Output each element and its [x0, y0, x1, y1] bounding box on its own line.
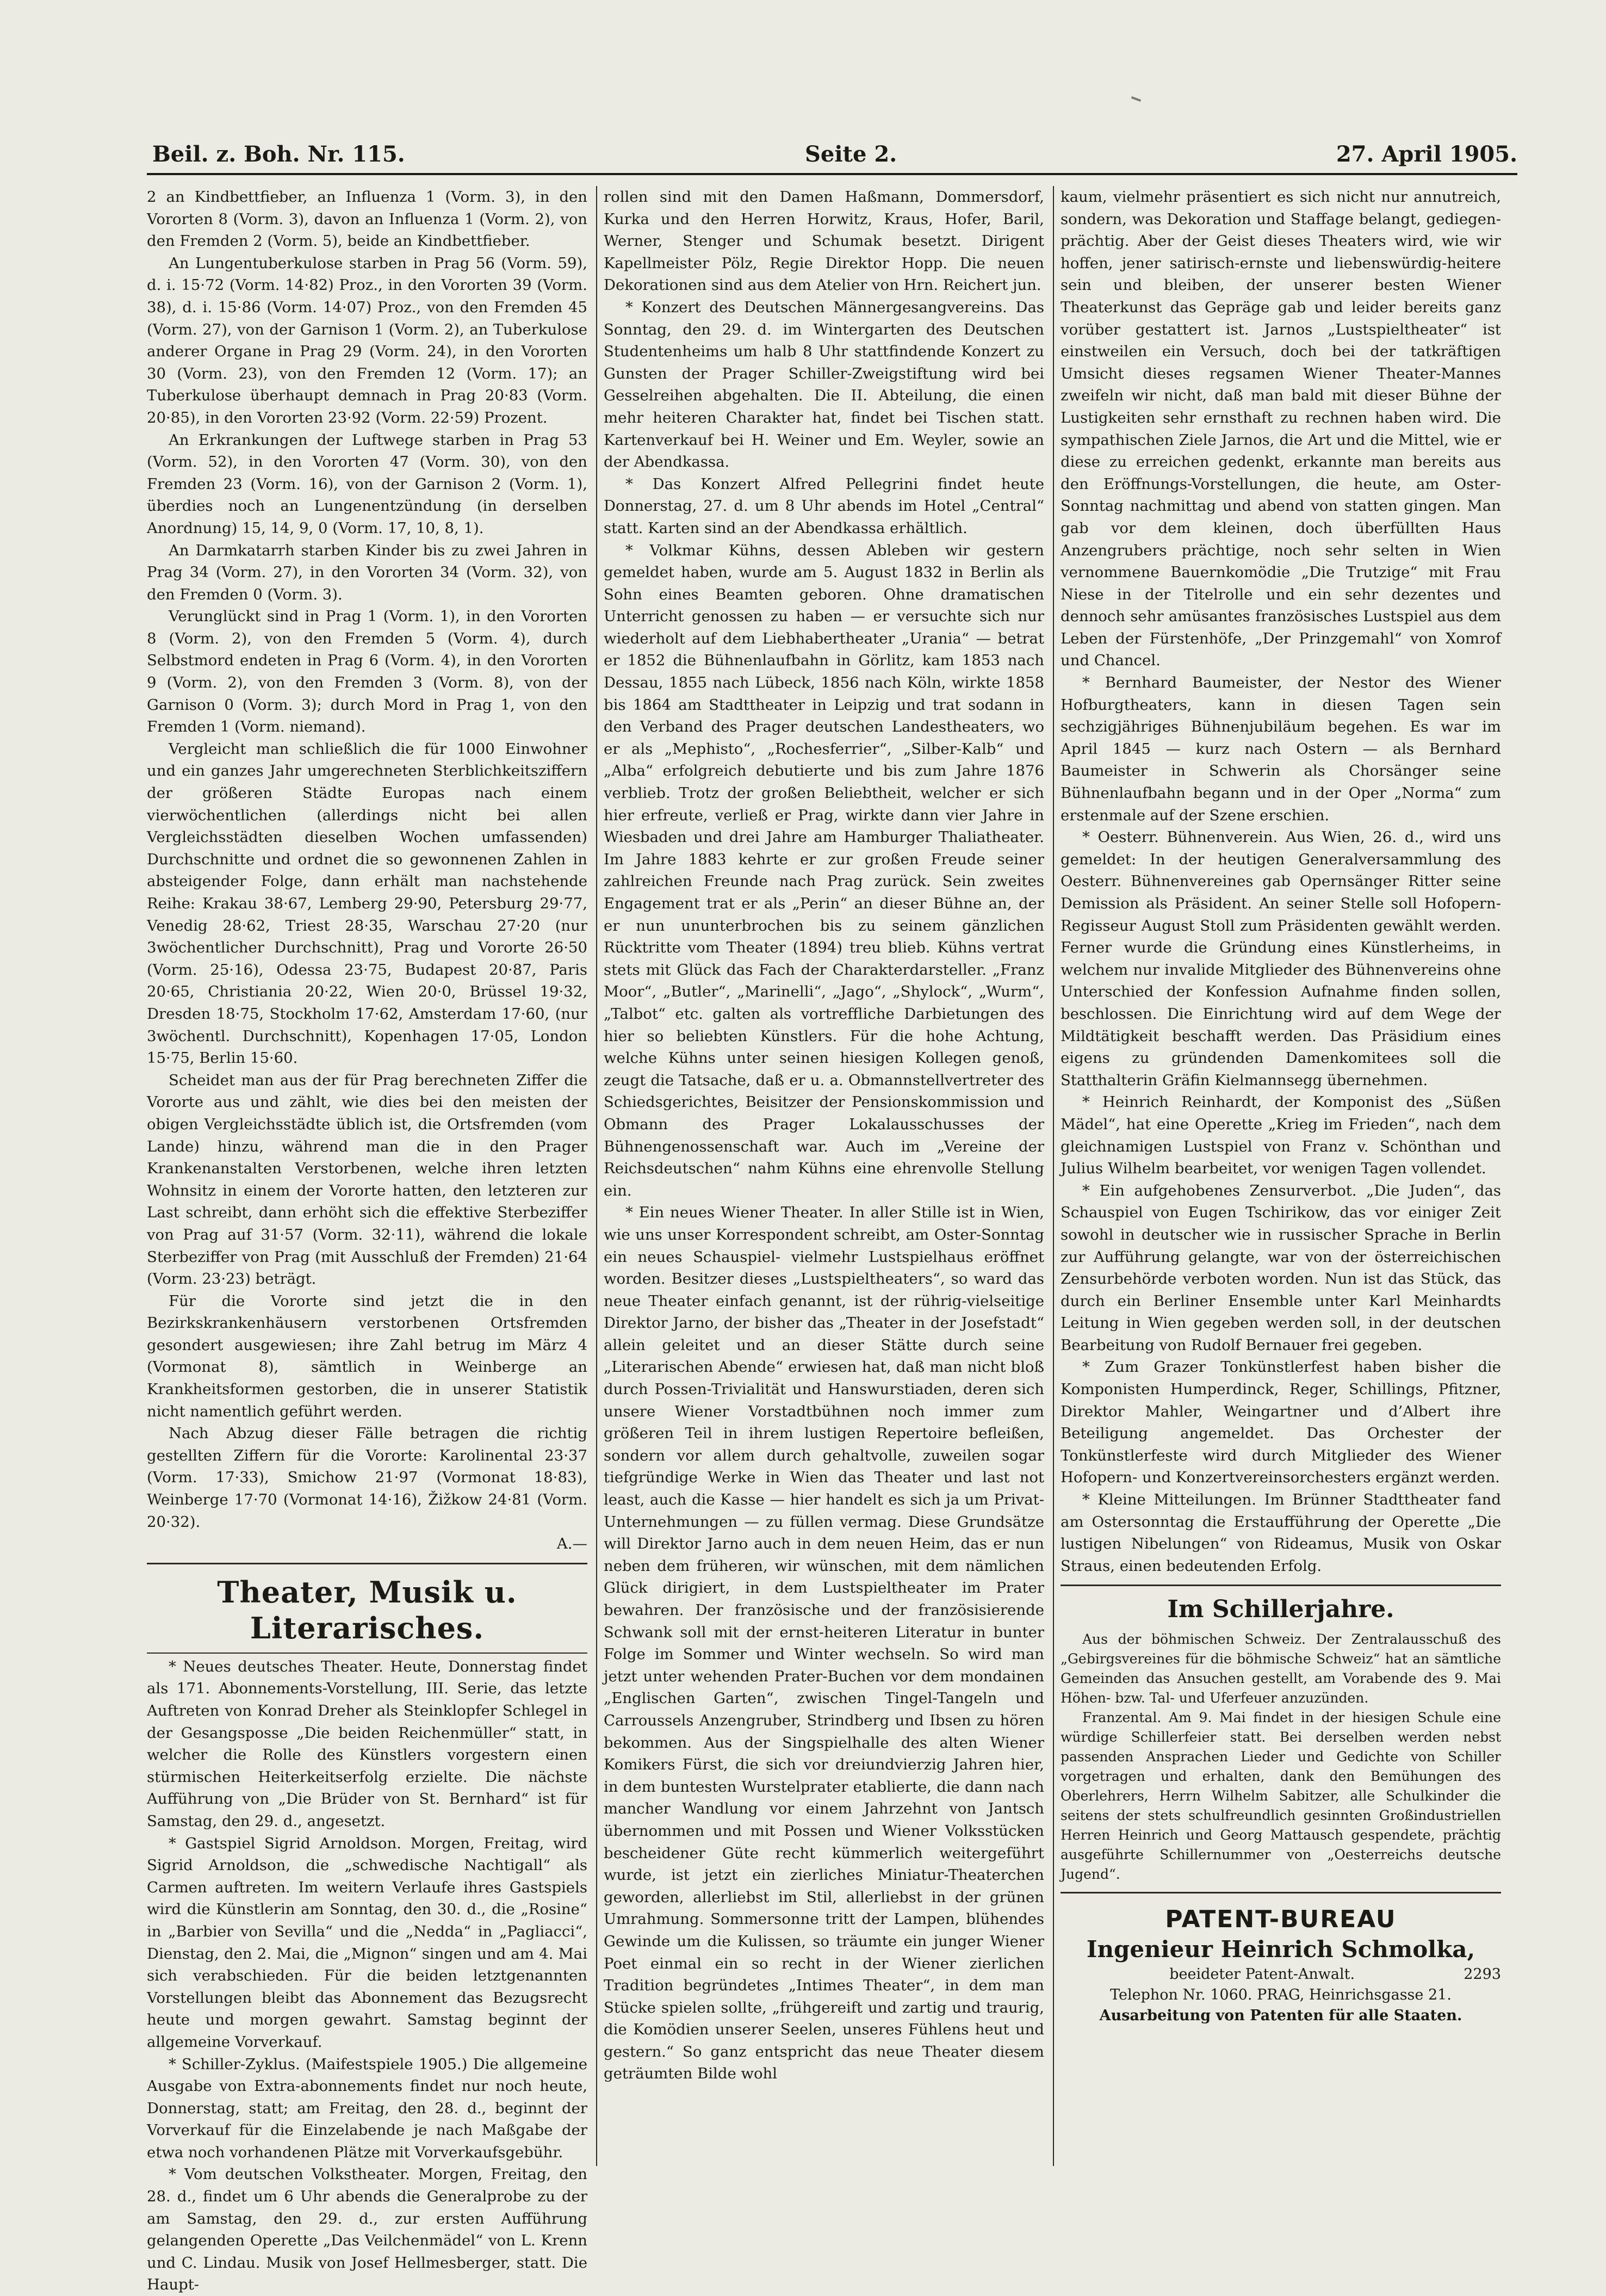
column-3	[1061, 186, 1501, 2026]
stats-paragraph: Verunglückt sind in Prag 1 (Vorm. 1), in den Vororten 8 (Vorm. 2), von den Fremden 5 (Vorm. 4), durch Selbstmord endeten in Prag 6 (Vorm. 4), in den Vororten 9 (Vorm. 2), von den Fremden 3 (Vorm. 8), von der Garnison 0 (Vorm. 3); durch Mord in Prag 1, von den Fremden 1 (Vorm. niemand).	[147, 608, 587, 736]
ad-name: Ingenieur Heinrich Schmolka,	[1086, 1936, 1475, 1963]
article-paragraph: rollen sind mit den Damen Haßmann, Dommersdorf, Kurka und den Herren Horwitz, Kraus, Hofer, Baril, Werner, Stenger und Schumak besetzt. Dirigent Kapellmeister Pölz, Regie Direktor Hopp. Die neuen Dekorationen sind aus dem Atelier von Hrn. Reichert jun.	[604, 188, 1044, 294]
header-rule	[147, 173, 1517, 175]
stats-paragraph: An Lungentuberkulose starben in Prag 56 (Vorm. 59), d. i. 15·72 (Vorm. 14·82) Proz., in den Vororten 39 (Vorm. 38), d. i. 15·86 (Vorm. 14·07) Proz., von den Fremden 45 (Vorm. 27), von der Garnison 1 (Vorm. 2), an Tuberkulose anderer Organe in Prag 29 (Vorm. 24), in den Vororten 30 (Vorm. 23), von den Fremden 12 (Vorm. 17); an Tuberkulose überhaupt demnach in Prag 20·83 (Vorm. 20·85), in den Vororten 23·92 (Vorm. 22·59) Prozent.	[147, 254, 587, 426]
header-issue: Beil. z. Boh. Nr. 115.	[152, 141, 405, 167]
article-paragraph: * Volkmar Kühns, dessen Ableben wir gestern gemeldet haben, wurde am 5. August 1832 in Berlin als Sohn eines Beamten geboren. Ohne dramatischen Unterricht genossen zu haben — er versuchte sich nur wiederholt auf dem Liebhabertheater „Urania“ — betrat er 1852 die Bühnenlaufbahn in Görlitz, kam 1853 nach Dessau, 1855 nach Lübeck, 1856 nach Köln, wirkte 1858 bis 1864 am Stadttheater in Leipzig und trat sodann in den Verband des Prager deutschen Landestheaters, wo er als „Mephisto“, „Rochesferrier“, „Silber-Kalb“ und „Alba“ erfolgreich debutierte und bis zum Jahre 1876 verblieb. Trotz der großen Beliebtheit, welcher er sich hier erfreute, verließ er Prag, wirkte dann vier Jahre in Wiesbaden und drei Jahre am Hamburger Thaliatheater. Im Jahre 1883 kehrte er zur großen Freude seiner zahlreichen Freunde nach Prag zurück. Sein zweites Engagement trat er als „Perin“ an dieser Bühne an, der er nun ununterbrochen bis zu seinem gänzlichen Rücktritte vom Theater (1894) treu blieb. Kühns vertrat stets mit Glück das Fach der Charakterdarsteller. „Franz Moor“, „Butler“, „Marinelli“, „Jago“, „Shylock“, „Wurm“, „Talbot“ etc. galten als vortreffliche Darbietungen des hier so beliebten Künstlers. Für die hohe Achtung, welche Kühns unter seinen hiesigen Kollegen genoß, zeugt die Tatsache, daß er u. a. Obmannstellvertreter des Schiedsgerichtes, Beisitzer der Pensionskommission und Obmann des Prager Lokalausschusses der Bühnengenossenschaft war. Auch im „Vereine der Reichsdeutschen“ nahm Kühns eine ehrenvolle Stellung ein.	[604, 541, 1044, 1199]
stats-paragraph: Scheidet man aus der für Prag berechneten Ziffer die Vororte aus und zählt, wie dies bei den meisten der obigen Vergleichsstädte üblich ist, die Ortsfremden (vom Lande) hinzu, während man die in den Prager Krankenanstalten Verstorbenen, welche ihren letzten Wohnsitz in einem der Vororte hatten, den letzteren zur Last schreibt, dann erhöht sich die effektive Sterbeziffer von Prag auf 31·57 (Vorm. 32·11), während die lokale Sterbeziffer von Prag (mit Ausschluß der Fremden) 21·64 (Vorm. 23·23) beträgt.	[147, 1071, 587, 1288]
column-1	[147, 186, 587, 2296]
column-divider	[1053, 186, 1054, 2166]
newspaper-page	[131, 136, 1517, 2294]
stats-paragraph: Vergleicht man schließlich die für 1000 Einwohner und ein ganzes Jahr umgerechneten Sterblichkeitsziffern der größeren Städte Europas nach einem vierwöchentlichen (allerdings nicht bei allen Vergleichsstädten dieselben Wochen umfassenden) Durchschnitte und ordnet die so gewonnenen Zahlen in absteigender Folge, dann erhält man nachstehende Reihe: Krakau 38·67, Lemberg 29·90, Petersburg 29·77, Venedig 28·62, Triest 28·35, Warschau 27·20 (nur 3wöchentlicher Durchschnitt), Prag und Vororte 26·50 (Vorm. 25·16), Odessa 23·75, Budapest 20·87, Paris 20·65, Christiania 20·22, Wien 20·0, Brüssel 19·32, Dresden 18·75, Stockholm 17·62, Amsterdam 17·60, (nur 3wöchentl. Durchschnitt), Kopenhagen 17·05, London 15·75, Berlin 15·60.	[147, 740, 587, 1067]
article-paragraph: * Schiller-Zyklus. (Maifestspiele 1905.) Die allgemeine Ausgabe von Extra-abonnements findet nur noch heute, Donnerstag, statt; am Freitag, den 28. d., beginnt der Vorverkauf für die Einzelabende je nach Maßgabe der etwa noch vorhandenen Plätze mit Vorverkaufsgebühr.	[147, 2055, 587, 2161]
page-header	[131, 136, 1517, 169]
header-page-number: Seite 2.	[805, 141, 897, 167]
ad-line	[1061, 1964, 1501, 1985]
ad-title: PATENT-BUREAU	[1165, 1905, 1397, 1934]
article-paragraph: kaum, vielmehr präsentiert es sich nicht nur annutreich, sondern, was Dekoration und Staffage belangt, gediegen-prächtig. Aber der Geist dieses Theaters wird, wie wir hoffen, jener satirisch-ernste und liebenswürdig-heitere sein und bleiben, der unserer besten Wiener Theaterkunst das Gepräge gab und leider bereits ganz vorüber gestattert ist. Jarnos „Lustspieltheater“ ist einstweilen ein Versuch, doch bei der tatkräftigen Umsicht dieses regsamen Wiener Theater-Mannes zweifeln wir nicht, daß man bald mit dieser Bühne der Lustigkeiten sehr ernsthaft zu rechnen haben wird. Die sympathischen Ziele Jarnos, die Art und die Mittel, wie er diese zu erreichen gedenkt, erkannte man bereits aus den Eröffnungs-Vorstellungen, die heute, am Oster-Sonntag nachmittag und abend von statten gingen. Man gab vor dem kleinen, doch überfüllten Haus Anzengrubers prächtige, noch sehr selten in Wien vernommene Bauernkomödie „Die Trutzige“ mit Frau Niese in der Titelrolle und ein sehr dezentes und dennoch sehr amüsantes französisches Lustspiel aus dem Leben der Fürstenhöfe, „Der Prinzgemahl“ von Xomrof und Chancel.	[1061, 188, 1501, 670]
print-smudge	[1131, 96, 1141, 102]
stats-paragraph: An Darmkatarrh starben Kinder bis zu zwei Jahren in Prag 34 (Vorm. 27), in den Vororten 34 (Vorm. 32), von den Fremden 0 (Vorm. 3).	[147, 541, 587, 603]
header-date: 27. April 1905.	[1336, 141, 1517, 167]
stats-paragraph: 2 an Kindbettfieber, an Influenza 1 (Vorm. 3), in den Vororten 8 (Vorm. 3), davon an Influenza 1 (Vorm. 2), von den Fremden 2 (Vorm. 5), beide an Kindbettfieber.	[147, 188, 587, 250]
article-paragraph: * Vom deutschen Volkstheater. Morgen, Freitag, den 28. d., findet um 6 Uhr abends die Generalprobe zu der am Samstag, den 29. d., zur ersten Aufführung gelangenden Operette „Das Veilchenmädel“ von L. Krenn und C. Lindau. Musik von Josef Hellmesberger, statt. Die Haupt-	[147, 2165, 587, 2294]
article-paragraph: * Zum Grazer Tonkünstlerfest haben bisher die Komponisten Humperdinck, Reger, Schillings, Pfitzner, Direktor Mahler, Weingartner und d’Albert ihre Beteiligung angemeldet. Das Orchester der Tonkünstlerfeste wird durch Mitglieder des Wiener Hofopern- und Konzertvereinsorchesters ergänzt werden.	[1061, 1358, 1501, 1487]
article-paragraph: * Kleine Mitteilungen. Im Brünner Stadttheater fand am Ostersonntag die Erstaufführung der Operette „Die lustigen Nibelungen“ von Rideamus, Musik von Oskar Straus, einen bedeutenden Erfolg.	[1061, 1491, 1501, 1575]
article-paragraph: * Ein neues Wiener Theater. In aller Stille ist in Wien, wie uns unser Korrespondent schreibt, am Oster-Sonntag ein neues Schauspiel- vielmehr Lustspielhaus eröffnet worden. Besitzer dieses „Lustspieltheaters“, so ward das neue Theater einfach genannt, ist der rührig-vielseitige Direktor Jarno, der bisher das „Theater in der Josefstadt“ allein geleitet und an dieser Stätte durch seine „Literarischen Abende“ erwiesen hat, daß man nicht bloß durch Possen-Trivialität und Hanswurstiaden, deren sich unsere Wiener Vorstadtbühnen noch immer zum größeren Teil in ihrem lustigen Repertoire befleißen, sondern vor allem durch gehaltvolle, zuweilen sogar tiefgründige Werke in Wien das Theater und last not least, auch die Kasse — hier handelt es sich ja um Privat-Unternehmungen — zu füllen vermag. Diese Grundsätze will Direktor Jarno auch in dem neuen Heim, das er nun neben dem früheren, wir wünschen, mit dem nämlichen Glück dirigiert, in dem Lustspieltheater im Prater bewahren. Der französische und der französisierende Schwank soll mit der ernst-heiteren Literatur in bunter Folge im Sommer und Winter wechseln. So wird man jetzt unter wehenden Prater-Buchen vor dem mondainen „Englischen Garten“, zwischen Tingel-Tangeln und Carroussels Anzengruber, Strindberg und Ibsen zu hören bekommen. Aus der Singspielhalle des alten Wiener Komikers Fürst, die sich vor dreiundvierzig Jahren hier, in dem buntesten Wurstelprater etablierte, die dann nach mancher Wandlung vor einem Jahrzehnt von Jantsch übernommen und mit Possen und Wiener Volksstücken bescheidener Güte recht kümmerlich weitergeführt wurde, ist jetzt ein zierliches Miniatur-Theaterchen geworden, allerliebst im Stil, allerliebst in der grünen Umrahmung. Sommersonne tritt der Lampen, blühendes Gewinde um die Kulissen, so träumte ein junger Wiener Poet einmal ein so recht in der Wiener zierlichen Tradition begründetes „Intimes Theater“, in dem man Stücke spielen sollte, „frühgereift und zartig und traurig, die Komödien unserer Seelen, unseres Fühlens heut und gestern.“ So ganz entspricht das neue Theater diesem geträumten Bilde wohl	[604, 1204, 1044, 2083]
ad-service: Ausarbeitung von Patenten für alle Staaten.	[1099, 2007, 1462, 2025]
article-paragraph: * Oesterr. Bühnenverein. Aus Wien, 26. d., wird uns gemeldet: In der heutigen Generalversammlung des Oesterr. Bühnenvereines gab Opernsänger Ritter seine Demission als Präsident. An seiner Stelle soll Hofopern-Regisseur August Stoll zum Präsidenten gewählt werden. Ferner wurde die Gründung eines Künstlerheims, in welchem nur invalide Mitglieder des Bühnenvereins ohne Unterschied der Konfession Aufnahme finden sollen, beschlossen. Die Einrichtung wird auf dem Wege der Mildtätigkeit beschafft werden. Das Präsidium eines eigens zu gründenden Damenkomitees soll die Statthalterin Gräfin Kielmannsegg übernehmen.	[1061, 828, 1501, 1089]
article-paragraph: * Neues deutsches Theater. Heute, Donnerstag findet als 171. Abonnements-Vorstellung, III. Serie, das letzte Auftreten von Konrad Dreher als Steinklopfer Schlegel in der Gesangsposse „Die beiden Reichenmüller“ statt, in welcher die Rolle des Künstlers vorgestern einen stürmischen Heiterkeitserfolg erzielte. Die nächste Aufführung von „Die Brüder von St. Bernhard“ ist für Samstag, den 29. d., angesetzt.	[147, 1657, 587, 1830]
article-paragraph: Franzental. Am 9. Mai findet in der hiesigen Schule eine würdige Schillerfeier statt. Bei derselben werden nebst passenden Ansprachen Lieder und Gedichte von Schiller vorgetragen und erhalten, dank den Bemühungen des Oberlehrers, Herrn Wilhelm Sabitzer, alle Schulkinder die seitens der stets schulfreundlich gesinnten Großindustriellen Herren Heinrich und Georg Mattausch gespendete, prächtig ausgeführte Schillernummer von „Oesterreichs deutsche Jugend“.	[1061, 1710, 1501, 1883]
article-paragraph: * Das Konzert Alfred Pellegrini findet heute Donnerstag, 27. d. um 8 Uhr abends im Hotel „Central“ statt. Karten sind an der Abendkassa erhältlich.	[604, 475, 1044, 537]
section-title: Theater, Musik u. Literarisches.	[217, 1574, 517, 1645]
section-rule	[1061, 1585, 1501, 1586]
article-paragraph: * Gastspiel Sigrid Arnoldson. Morgen, Freitag, wird Sigrid Arnoldson, die „schwedische Nachtigall“ als Carmen auftreten. Im weitern Verlaufe ihres Gastspiels wird die Künstlerin am Sonntag, den 30. d., die „Rosine“ in „Barbier von Sevilla“ und die „Nedda“ in „Pagliacci“, Dienstag, den 2. Mai, die „Mignon“ singen und am 4. Mai sich verabschieden. Für die beiden letztgenannten Vorstellungen bleibt das Abonnement das Bezugsrecht heute und morgen gewahrt. Samstag beginnt der allgemeine Vorverkauf.	[147, 1834, 587, 2051]
ad-address: Telephon Nr. 1060. PRAG, Heinrichsgasse 21.	[1110, 1986, 1452, 2004]
patent-bureau-ad	[1061, 1904, 1501, 2026]
stats-paragraph: Nach Abzug dieser Fälle betragen die richtig gestellten Ziffern für die Vororte: Karolinental 23·37 (Vorm. 17·33), Smichow 21·97 (Vormonat 18·83), Weinberge 17·70 (Vormonat 14·16), Žižkow 24·81 (Vorm. 20·32).	[147, 1425, 587, 1531]
ad-subtitle: beeideter Patent-Anwalt.	[1169, 1966, 1355, 1983]
section-rule	[147, 1653, 587, 1654]
column-divider	[596, 186, 597, 2166]
stats-paragraph: An Erkrankungen der Luftwege starben in Prag 53 (Vorm. 52), in den Vororten 47 (Vorm. 30), von den Fremden 23 (Vorm. 16), von der Garnison 2 (Vorm. 1), überdies noch an Lungenentzündung (in derselben Anordnung) 15, 14, 9, 0 (Vorm. 17, 10, 8, 1).	[147, 431, 587, 537]
article-paragraph: * Bernhard Baumeister, der Nestor des Wiener Hofburgtheaters, kann in diesen Tagen sein sechzigjähriges Bühnenjubiläum begehen. Es war im April 1845 — kurz nach Ostern — als Bernhard Baumeister in Schwerin als Chorsänger seine Bühnenlaufbahn begann und in der Oper „Norma“ zum erstenmale auf der Szene erschien.	[1061, 674, 1501, 824]
article-paragraph: * Ein aufgehobenes Zensurverbot. „Die Juden“, das Schauspiel von Eugen Tschirikow, das vor einiger Zeit sowohl in deutscher wie in russischer Sprache in Berlin zur Aufführung gelangte, war von der österreichischen Zensurbehörde verboten worden. Nun ist das Stück, das durch ein Berliner Ensemble unter Karl Meinhardts Leitung in Wien gegeben werden soll, in der deutschen Bearbeitung von Rudolf Bernauer frei gegeben.	[1061, 1181, 1501, 1354]
subsection-title: Im Schillerjahre.	[1167, 1595, 1394, 1624]
column-2	[604, 186, 1044, 2085]
article-paragraph: * Konzert des Deutschen Männergesangvereins. Das Sonntag, den 29. d. im Wintergarten des Deutschen Studentenheims um halb 8 Uhr stattfindende Konzert zu Gunsten der Prager Schiller-Zweigstiftung wird bei Gesselreihen abgehalten. Die II. Abteilung, die einen mehr heiteren Charakter hat, findet bei Tischen statt. Kartenverkauf bei H. Weiner und Em. Weyler, sowie an der Abendkassa.	[604, 298, 1044, 471]
section-rule	[1061, 1892, 1501, 1893]
article-paragraph: * Heinrich Reinhardt, der Komponist des „Süßen Mädel“, hat eine Operette „Krieg im Frieden“, nach dem gleichnamigen Lustspiel von Franz v. Schönthan und Julius Wilhelm bearbeitet, vor wenigen Tagen vollendet.	[1061, 1093, 1501, 1178]
stats-paragraph: Für die Vororte sind jetzt die in den Bezirkskrankenhäusern verstorbenen Ortsfremden gesondert ausgewiesen; ihre Zahl betrug im März 4 (Vormonat 8), sämtlich in Weinberge an Krankheitsformen gestorben, die in unserer Statistik nicht namentlich geführt werden.	[147, 1292, 587, 1420]
author-signature: A.—	[556, 1535, 587, 1553]
section-rule	[147, 1563, 587, 1564]
article-paragraph: Aus der böhmischen Schweiz. Der Zentralausschuß des „Gebirgsvereines für die böhmische Schweiz“ hat an sämtliche Gemeinden das Ansuchen gestellt, am Vorabende des 9. Mai Höhen- bzw. Tal- und Uferfeuer anzuzünden.	[1061, 1631, 1501, 1706]
ad-code: 2293	[1464, 1966, 1501, 1983]
